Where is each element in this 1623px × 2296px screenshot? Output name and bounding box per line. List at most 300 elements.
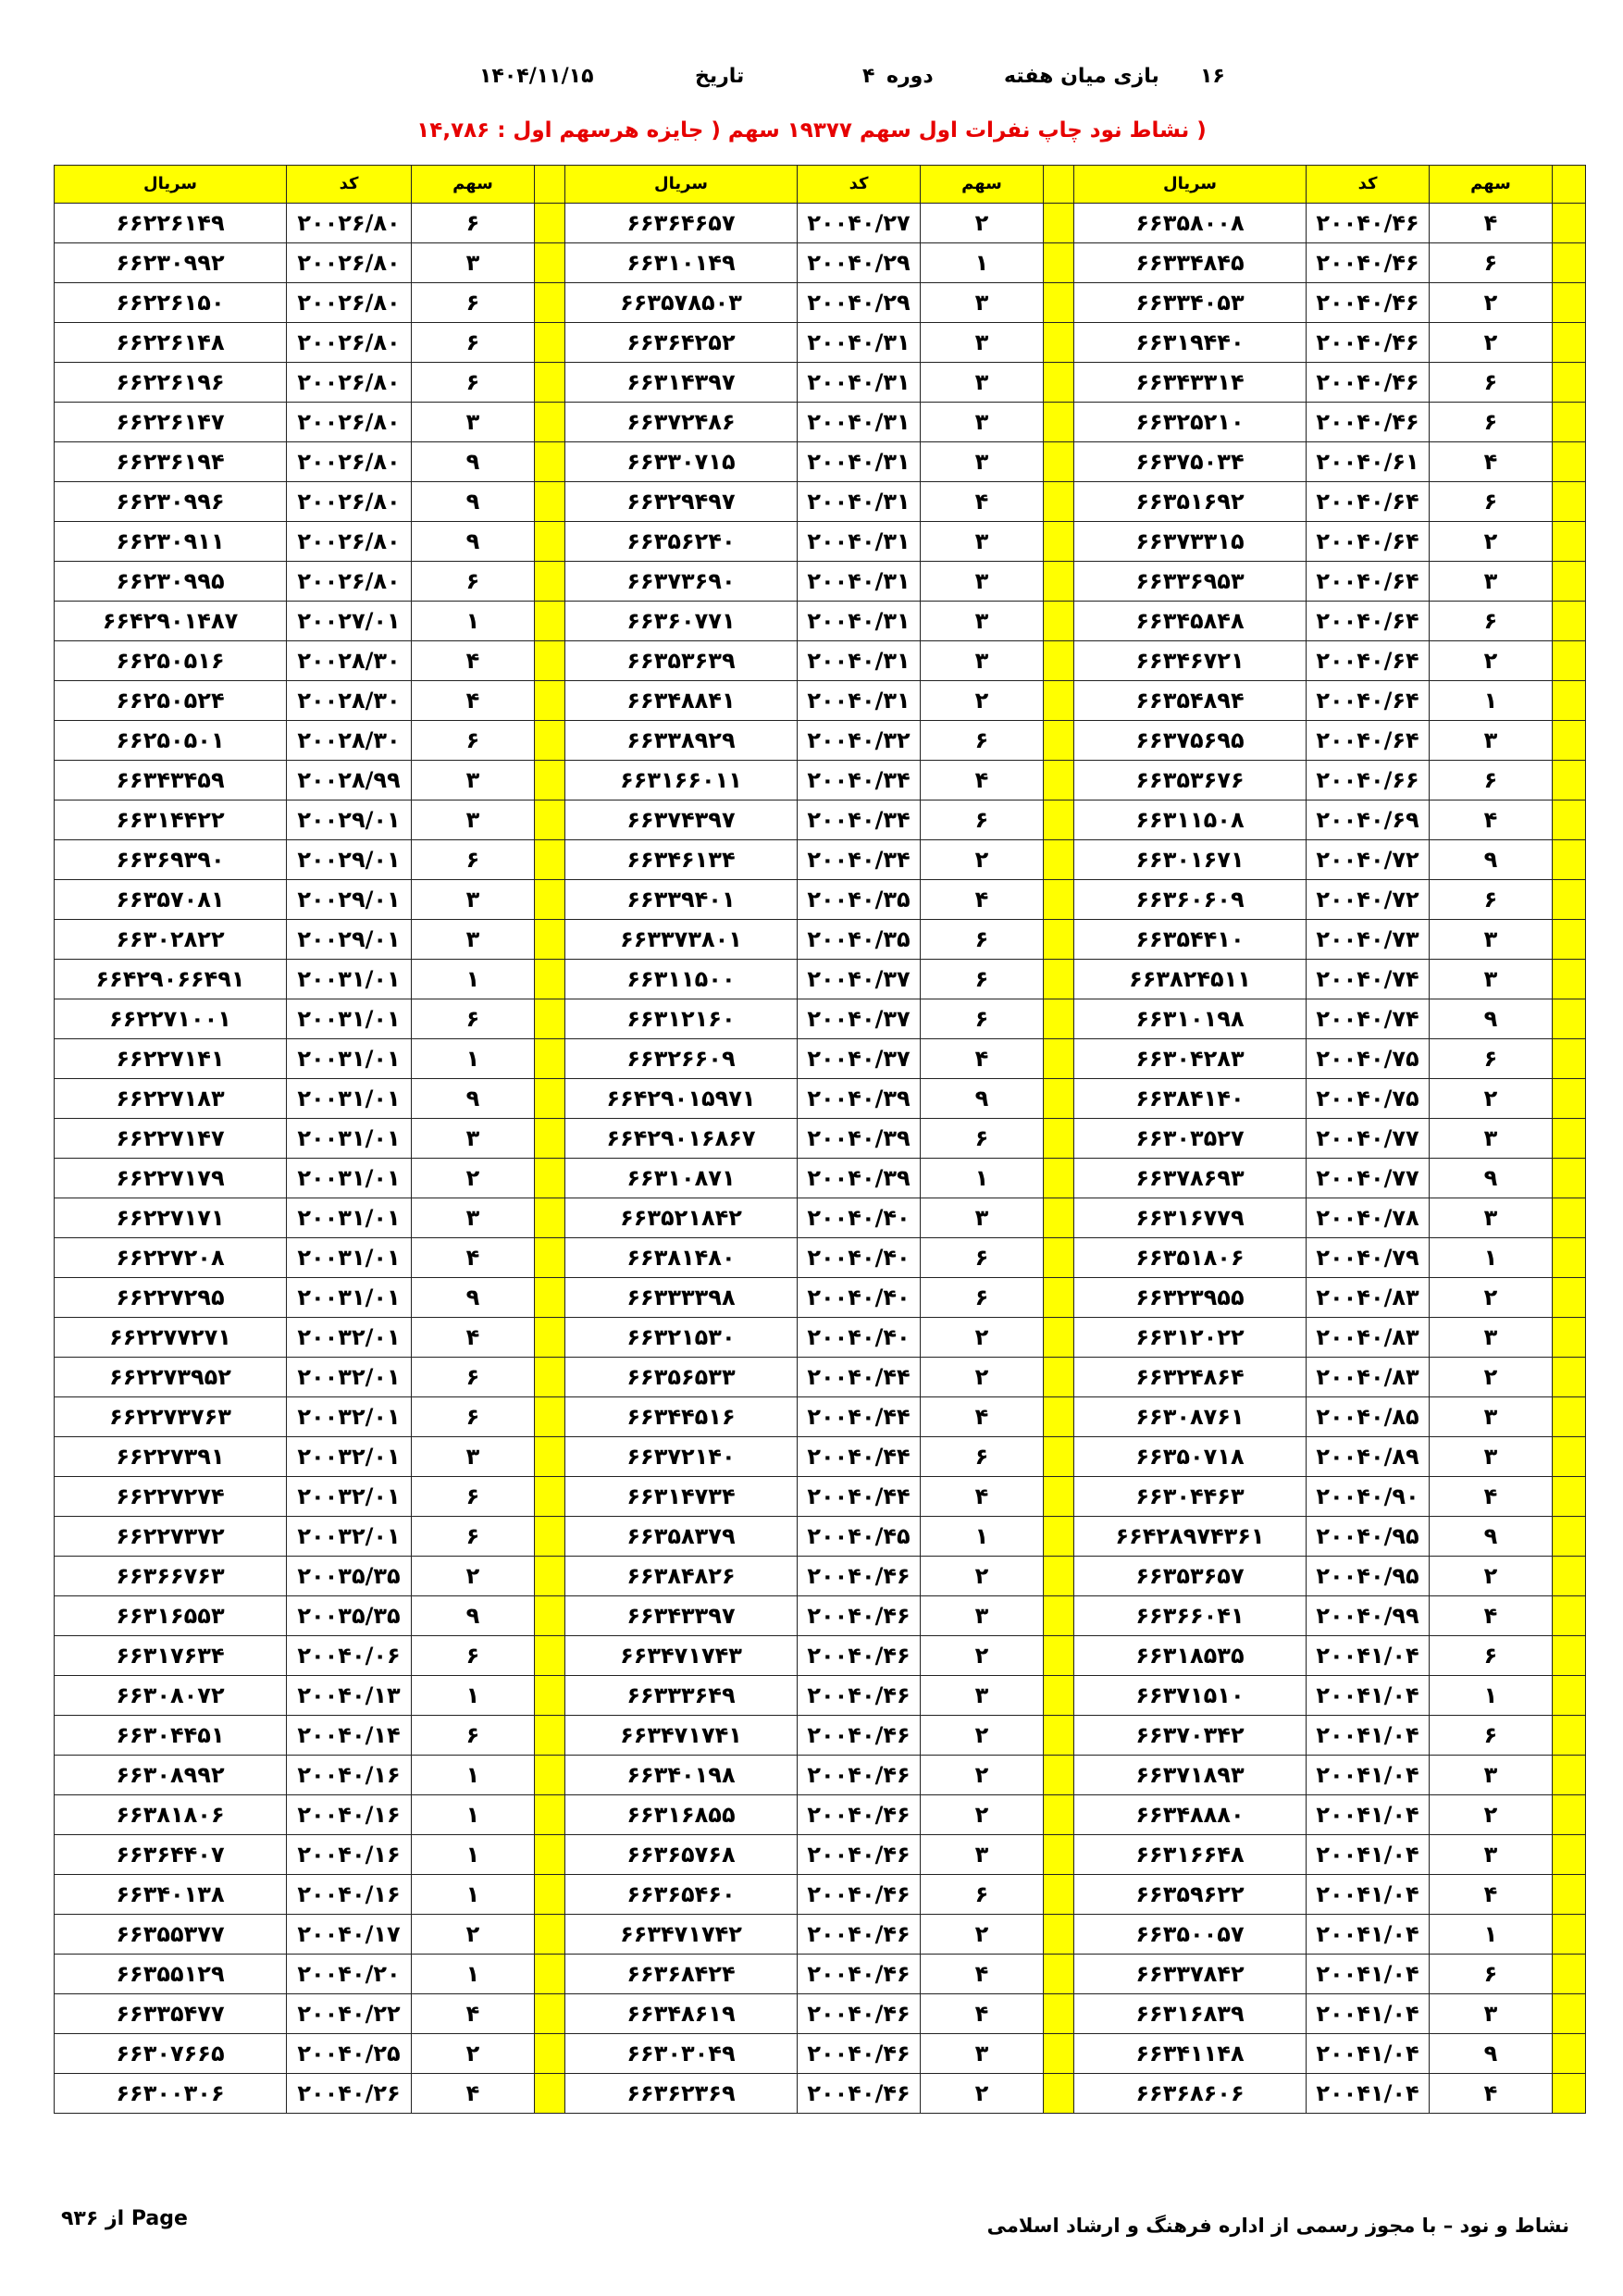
separator [1044,1159,1074,1198]
cell-code: ۲۰۰۴۰/۷۳ [1307,920,1430,960]
cell-code: ۲۰۰۴۱/۰۴ [1307,2074,1430,2114]
cell-share: ۱ [412,960,535,999]
table-row [55,681,1586,721]
separator [1553,323,1586,363]
cell-code: ۲۰۰۳۲/۰۱ [287,1358,412,1397]
cell-code: ۲۰۰۴۰/۴۶ [798,1596,921,1636]
cell-share: ۶ [412,562,535,602]
cell-serial: ۶۶۲۳۶۱۹۴ [55,442,287,482]
table-row [55,283,1586,323]
table-row [55,243,1586,283]
separator [1553,1636,1586,1676]
cell-serial: ۶۶۳۱۴۳۹۷ [565,363,798,403]
cell-share: ۴ [921,1477,1044,1517]
separator [1553,1517,1586,1557]
cell-serial: ۶۶۲۲۶۱۵۰ [55,283,287,323]
cell-share: ۳ [921,2034,1044,2074]
cell-serial: ۶۶۳۶۶۷۶۳ [55,1557,287,1596]
cell-share: ۱ [921,1159,1044,1198]
cell-share: ۳ [1430,721,1553,761]
cell-serial: ۶۶۳۵۳۶۳۹ [565,641,798,681]
cell-serial: ۶۶۳۶۹۳۹۰ [55,840,287,880]
cell-serial: ۶۶۳۶۵۴۶۰ [565,1875,798,1915]
table-row [55,1079,1586,1119]
cell-serial: ۶۶۳۰۴۲۸۳ [1074,1039,1307,1079]
cell-share: ۴ [921,1039,1044,1079]
cell-code: ۲۰۰۴۰/۲۹ [798,283,921,323]
cell-serial: ۶۶۳۱۶۸۵۵ [565,1795,798,1835]
table-row [55,1278,1586,1318]
table-row [55,323,1586,363]
cell-serial: ۶۶۲۲۶۱۹۶ [55,363,287,403]
cell-code: ۲۰۰۴۰/۴۶ [798,2074,921,2114]
cell-serial: ۶۶۳۵۱۸۰۶ [1074,1238,1307,1278]
cell-serial: ۶۶۳۸۲۴۵۱۱ [1074,960,1307,999]
separator [535,1238,565,1278]
cell-code: ۲۰۰۴۰/۹۹ [1307,1596,1430,1636]
separator [1044,1397,1074,1437]
cell-code: ۲۰۰۴۰/۳۴ [798,761,921,800]
cell-share: ۶ [412,999,535,1039]
cell-share: ۴ [412,1318,535,1358]
cell-serial: ۶۶۳۱۹۴۴۰ [1074,323,1307,363]
cell-serial: ۶۶۳۳۳۳۹۸ [565,1278,798,1318]
cell-code: ۲۰۰۴۰/۴۴ [798,1437,921,1477]
cell-share: ۳ [412,920,535,960]
cell-share: ۴ [412,2074,535,2114]
cell-code: ۲۰۰۴۰/۶۴ [1307,641,1430,681]
cell-share: ۴ [921,880,1044,920]
cell-share: ۴ [1430,204,1553,243]
cell-serial: ۶۶۳۳۳۶۴۹ [565,1676,798,1716]
cell-share: ۴ [921,1994,1044,2034]
cell-share: ۲ [412,1915,535,1955]
cell-share: ۹ [1430,1517,1553,1557]
separator [1553,403,1586,442]
results-table [54,165,1586,2114]
table-row [55,1596,1586,1636]
separator [1044,1955,1074,1994]
cell-share: ۹ [412,1596,535,1636]
cell-share: ۶ [1430,243,1553,283]
cell-code: ۲۰۰۴۰/۶۴ [1307,721,1430,761]
cell-share: ۲ [1430,1079,1553,1119]
cell-serial: ۶۶۳۱۷۶۳۴ [55,1636,287,1676]
separator [1553,1318,1586,1358]
cell-share: ۶ [1430,403,1553,442]
cell-serial: ۶۶۳۰۲۸۲۲ [55,920,287,960]
separator [535,1915,565,1955]
cell-serial: ۶۶۳۰۴۴۶۳ [1074,1477,1307,1517]
separator [1553,880,1586,920]
separator [1044,482,1074,522]
cell-share: ۶ [1430,1039,1553,1079]
cell-code: ۲۰۰۴۰/۸۹ [1307,1437,1430,1477]
page-header [0,65,1623,102]
cell-share: ۶ [1430,880,1553,920]
cell-code: ۲۰۰۴۰/۴۶ [798,1756,921,1795]
separator [535,761,565,800]
separator [535,999,565,1039]
separator [1044,1596,1074,1636]
cell-code: ۲۰۰۴۱/۰۴ [1307,1875,1430,1915]
cell-serial: ۶۶۲۲۷۳۹۱ [55,1437,287,1477]
cell-share: ۳ [1430,960,1553,999]
separator [1044,1198,1074,1238]
cell-serial: ۶۶۳۷۳۶۹۰ [565,562,798,602]
cell-share: ۳ [921,641,1044,681]
cell-share: ۶ [412,1358,535,1397]
cell-share: ۴ [1430,1596,1553,1636]
round-label: دوره [886,65,934,88]
cell-share: ۶ [921,1437,1044,1477]
cell-serial: ۶۶۳۰۳۰۴۹ [565,2034,798,2074]
cell-share: ۳ [921,442,1044,482]
cell-share: ۱ [412,602,535,641]
cell-code: ۲۰۰۴۰/۲۷ [798,204,921,243]
cell-code: ۲۰۰۴۰/۲۹ [798,243,921,283]
cell-serial: ۶۶۳۵۴۴۱۰ [1074,920,1307,960]
separator [1553,681,1586,721]
cell-code: ۲۰۰۴۰/۴۰ [798,1238,921,1278]
cell-share: ۲ [412,1557,535,1596]
cell-code: ۲۰۰۴۰/۰۶ [287,1636,412,1676]
cell-serial: ۶۶۴۲۹۰۱۴۸۷ [55,602,287,641]
separator [1553,2074,1586,2114]
cell-serial: ۶۶۳۰۸۰۷۲ [55,1676,287,1716]
cell-serial: ۶۶۲۲۷۷۲۷۱ [55,1318,287,1358]
cell-code: ۲۰۰۲۹/۰۱ [287,840,412,880]
separator [1044,602,1074,641]
cell-serial: ۶۶۳۵۸۰۰۸ [1074,204,1307,243]
cell-code: ۲۰۰۲۹/۰۱ [287,880,412,920]
separator [1044,800,1074,840]
separator [535,1517,565,1557]
table-row [55,2074,1586,2114]
separator [1044,1517,1074,1557]
table-row [55,1875,1586,1915]
cell-share: ۱ [1430,1676,1553,1716]
cell-serial: ۶۶۳۳۹۴۰۱ [565,880,798,920]
cell-serial: ۶۶۳۷۴۳۹۷ [565,800,798,840]
separator [1044,1318,1074,1358]
cell-serial: ۶۶۳۲۶۶۰۹ [565,1039,798,1079]
separator [1044,721,1074,761]
cell-share: ۳ [1430,1198,1553,1238]
cell-share: ۳ [921,1835,1044,1875]
cell-code: ۲۰۰۴۰/۶۴ [1307,562,1430,602]
table-row [55,1557,1586,1596]
separator [1553,166,1586,204]
cell-share: ۳ [1430,1397,1553,1437]
cell-serial: ۶۶۲۲۷۳۷۲ [55,1517,287,1557]
separator [1553,1278,1586,1318]
cell-share: ۱ [412,1676,535,1716]
cell-code: ۲۰۰۴۰/۴۶ [798,1557,921,1596]
cell-serial: ۶۶۳۵۰۰۵۷ [1074,1915,1307,1955]
table-row [55,800,1586,840]
cell-serial: ۶۶۳۷۵۰۳۴ [1074,442,1307,482]
cell-code: ۲۰۰۴۰/۳۹ [798,1119,921,1159]
cell-code: ۲۰۰۴۰/۳۴ [798,840,921,880]
separator [1553,442,1586,482]
separator [1044,442,1074,482]
cell-serial: ۶۶۳۱۶۸۳۹ [1074,1994,1307,2034]
cell-share: ۹ [412,1278,535,1318]
cell-serial: ۶۶۳۴۸۸۸۰ [1074,1795,1307,1835]
separator [1044,1119,1074,1159]
cell-share: ۶ [412,840,535,880]
separator [535,1119,565,1159]
separator [1044,1756,1074,1795]
cell-serial: ۶۶۳۲۴۸۶۴ [1074,1358,1307,1397]
cell-serial: ۶۶۲۲۶۱۴۷ [55,403,287,442]
cell-share: ۱ [412,1955,535,1994]
cell-code: ۲۰۰۲۶/۸۰ [287,403,412,442]
cell-share: ۲ [921,204,1044,243]
cell-serial: ۶۶۳۷۲۴۸۶ [565,403,798,442]
cell-code: ۲۰۰۴۰/۳۷ [798,960,921,999]
cell-code: ۲۰۰۴۰/۴۶ [798,1636,921,1676]
cell-share: ۳ [921,283,1044,323]
cell-code: ۲۰۰۴۱/۰۴ [1307,1756,1430,1795]
separator [1553,602,1586,641]
cell-share: ۶ [412,1397,535,1437]
separator [1553,1676,1586,1716]
cell-code: ۲۰۰۴۰/۶۱ [1307,442,1430,482]
cell-serial: ۶۶۳۴۳۳۱۴ [1074,363,1307,403]
cell-share: ۳ [412,243,535,283]
cell-code: ۲۰۰۳۲/۰۱ [287,1517,412,1557]
cell-code: ۲۰۰۲۶/۸۰ [287,562,412,602]
cell-code: ۲۰۰۴۰/۳۲ [798,721,921,761]
cell-code: ۲۰۰۲۸/۳۰ [287,721,412,761]
table-row [55,442,1586,482]
cell-code: ۲۰۰۴۰/۶۴ [1307,522,1430,562]
cell-share: ۳ [921,522,1044,562]
cell-share: ۲ [921,2074,1044,2114]
cell-code: ۲۰۰۳۱/۰۱ [287,1278,412,1318]
cell-serial: ۶۶۳۳۷۸۴۲ [1074,1955,1307,1994]
cell-code: ۲۰۰۴۰/۳۹ [798,1159,921,1198]
cell-serial: ۶۶۳۶۴۶۵۷ [565,204,798,243]
cell-code: ۲۰۰۳۱/۰۱ [287,1119,412,1159]
cell-serial: ۶۶۳۵۷۸۵۰۳ [565,283,798,323]
cell-serial: ۶۶۲۲۷۱۷۹ [55,1159,287,1198]
cell-code: ۲۰۰۴۰/۳۵ [798,920,921,960]
separator [1044,1994,1074,2034]
cell-code: ۲۰۰۴۰/۹۵ [1307,1557,1430,1596]
cell-serial: ۶۶۲۵۰۵۱۶ [55,641,287,681]
table-row [55,1994,1586,2034]
separator [1044,880,1074,920]
cell-share: ۱ [412,1835,535,1875]
cell-serial: ۶۶۳۴۱۱۴۸ [1074,2034,1307,2074]
cell-code: ۲۰۰۴۰/۲۶ [287,2074,412,2114]
cell-serial: ۶۶۲۵۰۵۰۱ [55,721,287,761]
cell-code: ۲۰۰۴۰/۴۶ [1307,323,1430,363]
cell-share: ۳ [1430,1835,1553,1875]
separator [535,522,565,562]
cell-serial: ۶۶۲۲۷۲۷۴ [55,1477,287,1517]
cell-code: ۲۰۰۴۰/۷۹ [1307,1238,1430,1278]
cell-code: ۲۰۰۴۰/۴۵ [798,1517,921,1557]
separator [1044,960,1074,999]
cell-serial: ۶۶۳۱۱۵۰۸ [1074,800,1307,840]
cell-serial: ۶۶۳۱۲۱۶۰ [565,999,798,1039]
separator [535,1835,565,1875]
cell-serial: ۶۶۲۲۷۲۰۸ [55,1238,287,1278]
cell-code: ۲۰۰۴۰/۷۵ [1307,1079,1430,1119]
cell-share: ۴ [1430,800,1553,840]
col-header-code: کد [1307,166,1430,204]
table-row [55,641,1586,681]
col-header-share: سهم [1430,166,1553,204]
cell-share: ۳ [921,323,1044,363]
cell-serial: ۶۶۳۶۸۶۰۶ [1074,2074,1307,2114]
separator [535,602,565,641]
cell-share: ۱ [921,243,1044,283]
separator [1553,1358,1586,1397]
cell-serial: ۶۶۳۳۷۳۸۰۱ [565,920,798,960]
separator [535,1278,565,1318]
cell-serial: ۶۶۳۷۱۵۱۰ [1074,1676,1307,1716]
cell-serial: ۶۶۳۳۸۹۲۹ [565,721,798,761]
cell-code: ۲۰۰۴۱/۰۴ [1307,1955,1430,1994]
separator [1553,800,1586,840]
separator [1044,1358,1074,1397]
separator [535,166,565,204]
cell-share: ۶ [412,1517,535,1557]
cell-serial: ۶۶۳۸۴۱۴۰ [1074,1079,1307,1119]
separator [1553,1835,1586,1875]
cell-serial: ۶۶۳۵۳۶۷۶ [1074,761,1307,800]
cell-code: ۲۰۰۴۰/۷۴ [1307,999,1430,1039]
cell-serial: ۶۶۳۶۸۴۲۴ [565,1955,798,1994]
cell-code: ۲۰۰۴۰/۴۶ [798,1716,921,1756]
cell-share: ۲ [412,2034,535,2074]
cell-code: ۲۰۰۴۰/۴۶ [798,1915,921,1955]
separator [535,1198,565,1238]
page-number: ۱۶ [1200,65,1225,88]
separator [535,1795,565,1835]
cell-code: ۲۰۰۲۹/۰۱ [287,800,412,840]
cell-share: ۴ [921,1397,1044,1437]
cell-code: ۲۰۰۴۰/۴۰ [798,1198,921,1238]
page-count: از ۹۳۶ Page [61,2207,188,2230]
separator [535,363,565,403]
cell-code: ۲۰۰۲۶/۸۰ [287,283,412,323]
cell-share: ۶ [412,1636,535,1676]
cell-code: ۲۰۰۴۰/۴۶ [798,1835,921,1875]
separator [1044,1915,1074,1955]
cell-share: ۴ [1430,2074,1553,2114]
cell-serial: ۶۶۲۲۷۱۰۰۱ [55,999,287,1039]
cell-serial: ۶۶۳۷۱۸۹۳ [1074,1756,1307,1795]
table-row [55,840,1586,880]
cell-serial: ۶۶۳۰۸۹۹۲ [55,1756,287,1795]
cell-share: ۶ [921,999,1044,1039]
table-row [55,482,1586,522]
cell-share: ۳ [412,880,535,920]
cell-code: ۲۰۰۴۰/۸۳ [1307,1358,1430,1397]
cell-share: ۱ [412,1795,535,1835]
cell-share: ۶ [1430,1716,1553,1756]
separator [1044,1039,1074,1079]
table-row [55,1238,1586,1278]
cell-serial: ۶۶۳۴۷۱۷۴۳ [565,1636,798,1676]
cell-serial: ۶۶۳۶۴۲۵۲ [565,323,798,363]
cell-serial: ۶۶۳۵۳۶۵۷ [1074,1557,1307,1596]
cell-share: ۲ [921,1358,1044,1397]
cell-share: ۴ [1430,442,1553,482]
cell-share: ۳ [412,1119,535,1159]
cell-share: ۲ [921,681,1044,721]
cell-share: ۶ [1430,761,1553,800]
cell-serial: ۶۶۴۲۹۰۱۵۹۷۱ [565,1079,798,1119]
cell-share: ۳ [412,800,535,840]
cell-serial: ۶۶۳۱۰۱۹۸ [1074,999,1307,1039]
cell-share: ۳ [412,1198,535,1238]
cell-code: ۲۰۰۲۸/۳۰ [287,641,412,681]
separator [535,1756,565,1795]
cell-serial: ۶۶۳۶۰۶۰۹ [1074,880,1307,920]
separator [1044,363,1074,403]
separator [535,482,565,522]
cell-serial: ۶۶۳۱۶۷۷۹ [1074,1198,1307,1238]
cell-serial: ۶۶۳۲۱۵۳۰ [565,1318,798,1358]
cell-share: ۹ [1430,1159,1553,1198]
cell-share: ۲ [921,1636,1044,1676]
separator [1553,721,1586,761]
cell-share: ۳ [1430,1756,1553,1795]
separator [535,1159,565,1198]
cell-share: ۳ [1430,1437,1553,1477]
table-row [55,960,1586,999]
separator [1553,1716,1586,1756]
cell-serial: ۶۶۳۶۰۷۷۱ [565,602,798,641]
separator [535,1039,565,1079]
cell-share: ۴ [412,1238,535,1278]
cell-serial: ۶۶۳۷۵۶۹۵ [1074,721,1307,761]
cell-share: ۳ [921,602,1044,641]
cell-serial: ۶۶۲۲۷۳۹۵۲ [55,1358,287,1397]
cell-share: ۹ [921,1079,1044,1119]
separator [535,1994,565,2034]
cell-code: ۲۰۰۴۰/۳۱ [798,482,921,522]
cell-serial: ۶۶۳۵۵۱۲۹ [55,1955,287,1994]
cell-code: ۲۰۰۴۰/۷۴ [1307,960,1430,999]
separator [1044,1835,1074,1875]
cell-code: ۲۰۰۴۰/۸۳ [1307,1278,1430,1318]
cell-serial: ۶۶۳۴۰۱۳۸ [55,1875,287,1915]
cell-share: ۲ [1430,283,1553,323]
cell-code: ۲۰۰۴۰/۴۴ [798,1477,921,1517]
date-label: تاریخ [695,65,745,88]
separator [535,243,565,283]
cell-code: ۲۰۰۴۰/۱۶ [287,1795,412,1835]
cell-share: ۶ [921,960,1044,999]
cell-code: ۲۰۰۴۰/۳۱ [798,522,921,562]
cell-serial: ۶۶۳۴۷۱۷۴۲ [565,1915,798,1955]
separator [1553,999,1586,1039]
table-row [55,1159,1586,1198]
cell-serial: ۶۶۳۵۴۸۹۴ [1074,681,1307,721]
cell-serial: ۶۶۳۵۸۳۷۹ [565,1517,798,1557]
cell-share: ۹ [1430,840,1553,880]
separator [1553,761,1586,800]
cell-code: ۲۰۰۲۸/۳۰ [287,681,412,721]
